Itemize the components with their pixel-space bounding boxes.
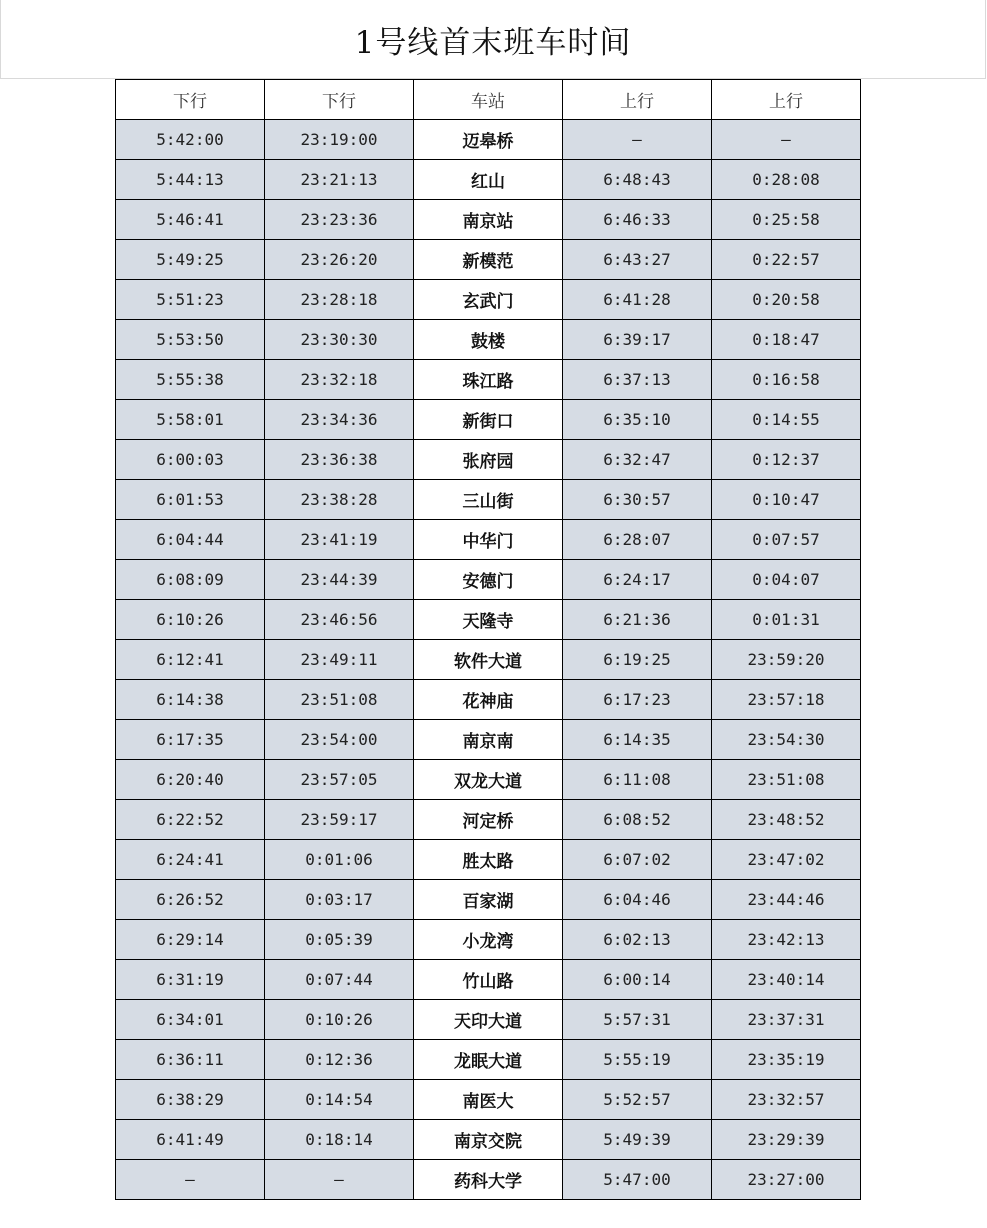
station-name: 红山 [414, 160, 563, 200]
up-last-time: 0:20:58 [712, 280, 861, 320]
down-first-time: 6:41:49 [116, 1120, 265, 1160]
down-last-time: 23:51:08 [265, 680, 414, 720]
table-row [116, 560, 861, 600]
down-last-time: 23:54:00 [265, 720, 414, 760]
up-first-time: 6:43:27 [563, 240, 712, 280]
up-last-time: 23:37:31 [712, 1000, 861, 1040]
down-last-time: 23:30:30 [265, 320, 414, 360]
station-name: 河定桥 [414, 800, 563, 840]
up-first-time: 5:57:31 [563, 1000, 712, 1040]
station-name: 竹山路 [414, 960, 563, 1000]
up-last-time: 0:07:57 [712, 520, 861, 560]
down-last-time: 23:32:18 [265, 360, 414, 400]
down-last-time: 0:01:06 [265, 840, 414, 880]
down-last-time: 23:38:28 [265, 480, 414, 520]
up-last-time: 0:04:07 [712, 560, 861, 600]
station-name: 天印大道 [414, 1000, 563, 1040]
table-row [116, 720, 861, 760]
up-last-time: 0:12:37 [712, 440, 861, 480]
down-first-time: 6:04:44 [116, 520, 265, 560]
timetable-body [116, 120, 861, 1200]
station-name: 南京交院 [414, 1120, 563, 1160]
table-row [116, 440, 861, 480]
down-first-time: 6:17:35 [116, 720, 265, 760]
up-last-time: 0:16:58 [712, 360, 861, 400]
down-last-time: 23:46:56 [265, 600, 414, 640]
table-row [116, 680, 861, 720]
up-last-time: 23:59:20 [712, 640, 861, 680]
down-first-time: — [116, 1160, 265, 1200]
table-row [116, 120, 861, 160]
down-last-time: 0:14:54 [265, 1080, 414, 1120]
up-last-time: 0:01:31 [712, 600, 861, 640]
down-last-time: 23:26:20 [265, 240, 414, 280]
down-first-time: 5:53:50 [116, 320, 265, 360]
table-row [116, 840, 861, 880]
up-first-time: 6:07:02 [563, 840, 712, 880]
station-name: 鼓楼 [414, 320, 563, 360]
station-name: 南京站 [414, 200, 563, 240]
up-first-time: 6:14:35 [563, 720, 712, 760]
table-row [116, 280, 861, 320]
header-up-last: 上行 [712, 80, 861, 120]
station-name: 安德门 [414, 560, 563, 600]
up-first-time: 6:48:43 [563, 160, 712, 200]
up-first-time: 6:04:46 [563, 880, 712, 920]
up-last-time: 23:29:39 [712, 1120, 861, 1160]
table-row [116, 320, 861, 360]
table-row [116, 800, 861, 840]
up-first-time: 6:30:57 [563, 480, 712, 520]
station-name: 玄武门 [414, 280, 563, 320]
up-first-time: 6:19:25 [563, 640, 712, 680]
down-last-time: 23:59:17 [265, 800, 414, 840]
down-last-time: 0:10:26 [265, 1000, 414, 1040]
up-last-time: — [712, 120, 861, 160]
down-first-time: 6:29:14 [116, 920, 265, 960]
down-last-time: 0:05:39 [265, 920, 414, 960]
table-row [116, 1000, 861, 1040]
table-row [116, 760, 861, 800]
up-first-time: 6:11:08 [563, 760, 712, 800]
up-last-time: 23:42:13 [712, 920, 861, 960]
down-last-time: 23:21:13 [265, 160, 414, 200]
title-bar [0, 0, 986, 79]
table-row [116, 920, 861, 960]
station-name: 张府园 [414, 440, 563, 480]
up-first-time: 6:02:13 [563, 920, 712, 960]
down-first-time: 6:22:52 [116, 800, 265, 840]
down-last-time: 0:12:36 [265, 1040, 414, 1080]
table-row [116, 1160, 861, 1200]
up-last-time: 0:28:08 [712, 160, 861, 200]
up-last-time: 23:35:19 [712, 1040, 861, 1080]
down-last-time: 23:41:19 [265, 520, 414, 560]
down-first-time: 6:14:38 [116, 680, 265, 720]
up-first-time: 6:39:17 [563, 320, 712, 360]
up-last-time: 23:40:14 [712, 960, 861, 1000]
header-station: 车站 [414, 80, 563, 120]
up-last-time: 0:14:55 [712, 400, 861, 440]
up-first-time: 5:55:19 [563, 1040, 712, 1080]
down-last-time: — [265, 1160, 414, 1200]
down-first-time: 6:00:03 [116, 440, 265, 480]
up-last-time: 0:25:58 [712, 200, 861, 240]
down-first-time: 6:36:11 [116, 1040, 265, 1080]
up-last-time: 23:47:02 [712, 840, 861, 880]
header-up-first: 上行 [563, 80, 712, 120]
down-last-time: 23:57:05 [265, 760, 414, 800]
up-first-time: 6:24:17 [563, 560, 712, 600]
table-row [116, 1040, 861, 1080]
down-last-time: 23:49:11 [265, 640, 414, 680]
station-name: 花神庙 [414, 680, 563, 720]
up-last-time: 0:18:47 [712, 320, 861, 360]
table-row [116, 200, 861, 240]
down-first-time: 6:20:40 [116, 760, 265, 800]
station-name: 胜太路 [414, 840, 563, 880]
up-last-time: 23:44:46 [712, 880, 861, 920]
up-first-time: 5:52:57 [563, 1080, 712, 1120]
table-row [116, 360, 861, 400]
station-name: 双龙大道 [414, 760, 563, 800]
down-last-time: 23:36:38 [265, 440, 414, 480]
down-first-time: 5:46:41 [116, 200, 265, 240]
header-down-last: 下行 [265, 80, 414, 120]
station-name: 南京南 [414, 720, 563, 760]
table-row [116, 960, 861, 1000]
header-down-first: 下行 [116, 80, 265, 120]
up-first-time: 5:47:00 [563, 1160, 712, 1200]
down-last-time: 23:34:36 [265, 400, 414, 440]
up-first-time: 6:37:13 [563, 360, 712, 400]
header-row [116, 80, 861, 120]
station-name: 药科大学 [414, 1160, 563, 1200]
down-first-time: 6:34:01 [116, 1000, 265, 1040]
up-first-time: 6:32:47 [563, 440, 712, 480]
down-first-time: 6:01:53 [116, 480, 265, 520]
up-last-time: 23:57:18 [712, 680, 861, 720]
up-first-time: 6:46:33 [563, 200, 712, 240]
down-first-time: 5:44:13 [116, 160, 265, 200]
up-last-time: 23:48:52 [712, 800, 861, 840]
station-name: 中华门 [414, 520, 563, 560]
station-name: 新模范 [414, 240, 563, 280]
table-row [116, 1120, 861, 1160]
table-row [116, 240, 861, 280]
up-last-time: 0:10:47 [712, 480, 861, 520]
table-row [116, 480, 861, 520]
up-last-time: 23:32:57 [712, 1080, 861, 1120]
down-first-time: 6:26:52 [116, 880, 265, 920]
down-first-time: 6:12:41 [116, 640, 265, 680]
up-first-time: 6:21:36 [563, 600, 712, 640]
down-first-time: 6:08:09 [116, 560, 265, 600]
station-name: 龙眠大道 [414, 1040, 563, 1080]
down-first-time: 6:10:26 [116, 600, 265, 640]
page-title: 1号线首末班车时间 [354, 24, 632, 61]
station-name: 软件大道 [414, 640, 563, 680]
up-last-time: 23:27:00 [712, 1160, 861, 1200]
up-first-time: 5:49:39 [563, 1120, 712, 1160]
down-last-time: 23:28:18 [265, 280, 414, 320]
down-first-time: 6:38:29 [116, 1080, 265, 1120]
station-name: 三山街 [414, 480, 563, 520]
station-name: 新街口 [414, 400, 563, 440]
station-name: 迈皋桥 [414, 120, 563, 160]
table-row [116, 520, 861, 560]
timetable [115, 79, 861, 1200]
up-last-time: 0:22:57 [712, 240, 861, 280]
up-last-time: 23:51:08 [712, 760, 861, 800]
down-first-time: 6:31:19 [116, 960, 265, 1000]
down-first-time: 6:24:41 [116, 840, 265, 880]
down-first-time: 5:42:00 [116, 120, 265, 160]
up-first-time: 6:00:14 [563, 960, 712, 1000]
up-first-time: 6:35:10 [563, 400, 712, 440]
down-last-time: 23:19:00 [265, 120, 414, 160]
table-row [116, 640, 861, 680]
table-row [116, 600, 861, 640]
up-first-time: 6:28:07 [563, 520, 712, 560]
station-name: 小龙湾 [414, 920, 563, 960]
station-name: 天隆寺 [414, 600, 563, 640]
table-row [116, 880, 861, 920]
down-last-time: 23:23:36 [265, 200, 414, 240]
table-row [116, 160, 861, 200]
up-first-time: 6:17:23 [563, 680, 712, 720]
up-first-time: — [563, 120, 712, 160]
down-first-time: 5:55:38 [116, 360, 265, 400]
up-first-time: 6:41:28 [563, 280, 712, 320]
up-last-time: 23:54:30 [712, 720, 861, 760]
table-row [116, 1080, 861, 1120]
station-name: 南医大 [414, 1080, 563, 1120]
up-first-time: 6:08:52 [563, 800, 712, 840]
down-last-time: 0:03:17 [265, 880, 414, 920]
down-last-time: 0:18:14 [265, 1120, 414, 1160]
down-last-time: 0:07:44 [265, 960, 414, 1000]
table-row [116, 400, 861, 440]
down-first-time: 5:58:01 [116, 400, 265, 440]
down-last-time: 23:44:39 [265, 560, 414, 600]
station-name: 百家湖 [414, 880, 563, 920]
station-name: 珠江路 [414, 360, 563, 400]
down-first-time: 5:51:23 [116, 280, 265, 320]
down-first-time: 5:49:25 [116, 240, 265, 280]
